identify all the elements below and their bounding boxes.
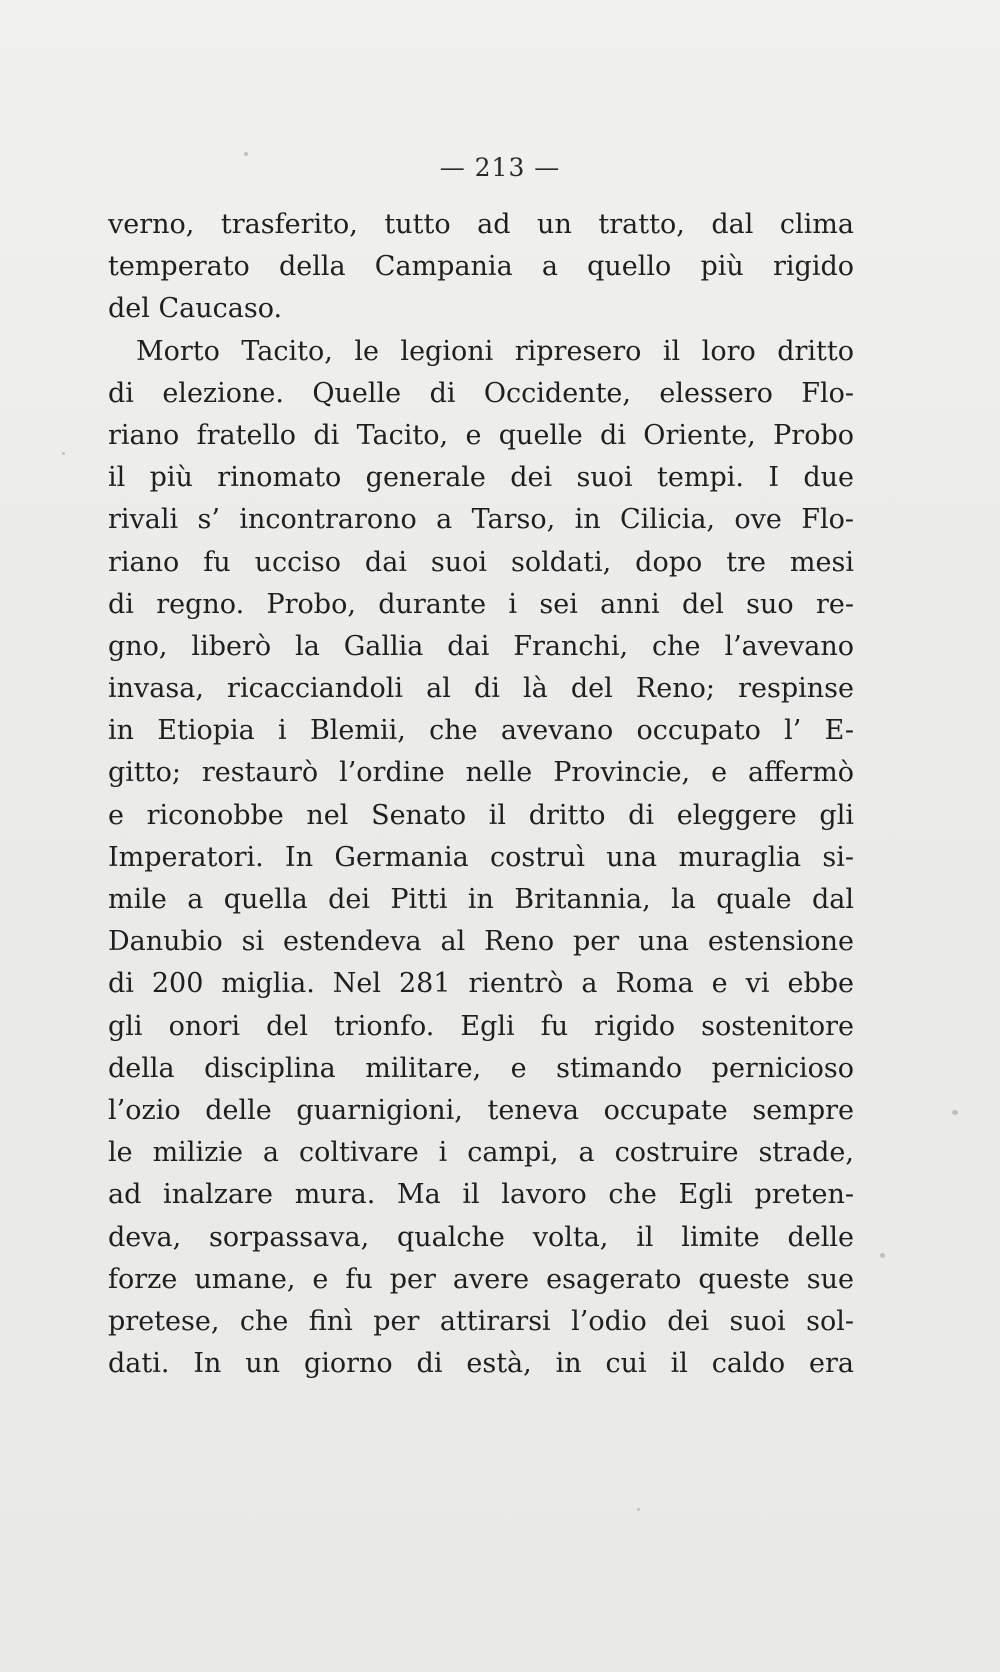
text-line: e riconobbe nel Senato il dritto di eleggere gli xyxy=(108,799,854,831)
text-line: l’ozio delle guarnigioni, teneva occupate sempre xyxy=(108,1094,854,1126)
text-line: riano fratello di Tacito, e quelle di Oriente, Probo xyxy=(108,419,854,451)
text-line: della disciplina militare, e stimando pernicioso xyxy=(108,1052,854,1084)
paper-speck xyxy=(244,152,248,156)
text-line: pretese, che finì per attirarsi l’odio dei suoi sol- xyxy=(108,1305,854,1337)
text-line: mile a quella dei Pitti in Britannia, la quale dal xyxy=(108,884,854,915)
text-line: del Caucaso. xyxy=(108,293,283,325)
text-line: verno, trasferito, tutto ad un tratto, dal clima xyxy=(108,209,854,240)
paper-speck xyxy=(62,452,65,455)
text-line: in Etiopia i Blemii, che avevano occupato l’ E- xyxy=(108,715,854,747)
paper-speck xyxy=(880,1253,885,1258)
text-line: gitto; restaurò l’ordine nelle Provincie, e affermò xyxy=(108,757,854,789)
text-line: rivali s’ incontrarono a Tarso, in Cilicia, ove Flo- xyxy=(108,504,854,536)
paper-speck xyxy=(637,1508,640,1511)
text-line: gno, liberò la Gallia dai Franchi, che l’avevano xyxy=(108,630,854,662)
text-line: le milizie a coltivare i campi, a costruire strade, xyxy=(108,1137,854,1169)
text-line: di regno. Probo, durante i sei anni del suo re- xyxy=(108,588,854,620)
text-line: gli onori del trionfo. Egli fu rigido sostenitore xyxy=(108,1010,854,1042)
text-line: forze umane, e fu per avere esagerato queste sue xyxy=(108,1263,854,1295)
text-line: Imperatori. In Germania costruì una muraglia si- xyxy=(108,841,854,873)
body-text xyxy=(108,204,854,1385)
paper-speck xyxy=(952,1110,958,1115)
text-line: Morto Tacito, le legioni ripresero il loro dritto xyxy=(136,335,854,367)
text-line: dati. In un giorno di està, in cui il caldo era xyxy=(108,1348,854,1380)
text-line: di elezione. Quelle di Occidente, elessero Flo- xyxy=(108,377,854,409)
text-line: ad inalzare mura. Ma il lavoro che Egli preten- xyxy=(108,1179,854,1211)
text-line: il più rinomato generale dei suoi tempi. I due xyxy=(108,462,854,494)
page-number: — 213 — xyxy=(439,153,561,182)
text-line: riano fu ucciso dai suoi soldati, dopo tre mesi xyxy=(108,546,854,578)
text-line: deva, sorpassava, qualche volta, il limite delle xyxy=(108,1221,854,1253)
text-line: di 200 miglia. Nel 281 rientrò a Roma e vi ebbe xyxy=(108,968,854,1000)
text-line: invasa, ricacciandoli al di là del Reno; respinse xyxy=(108,673,854,705)
text-line: Danubio si estendeva al Reno per una estensione xyxy=(108,926,854,958)
text-line: temperato della Campania a quello più rigido xyxy=(108,251,854,283)
